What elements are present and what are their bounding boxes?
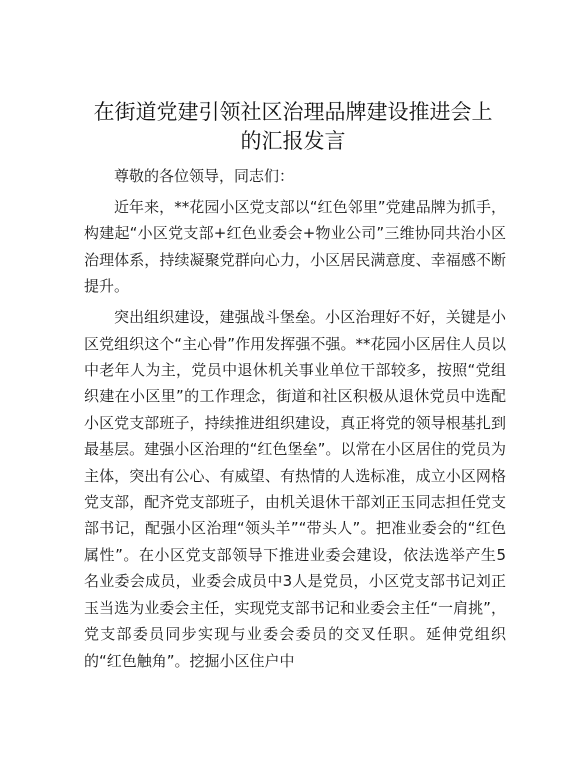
paragraph-1: 近年来，**花园小区党支部以“红色邻里”党建品牌为抓手，构建起“小区党支部+红色业委会+物业公司”三维协同共治小区治理体系，持续凝聚党群向心力，小区居民满意度、幸福感不断提升。 [84,198,506,296]
document-body [84,163,506,679]
document-title: 在街道党建引领社区治理品牌建设推进会上的汇报发言 [93,100,493,153]
paragraph-2: 突出组织建设，建强战斗堡垒。小区治理好不好，关键是小区党组织这个“主心骨”作用发挥强不强。**花园小区居住人员以中老年人为主，党员中退休机关事业单位干部较多，按照“党组织建在小区里”的工作理念，街道和社区积极从退休党员中选配小区党支部班子，持续推进组织建设，真正将党的领导根基扎到最基层。建强小区治理的“红色堡垒”。以常在小区居住的党员为主体，突出有公心、有威望、有热情的人选标准，成立小区网格党支部，配齐党支部班子，由机关退休干部刘正玉同志担任党支部书记，配强小区治理“领头羊”“带头人”。把准业委会的“红色属性”。在小区党支部领导下推进业委会建设，依法选举产生5名业委会成员，业委会成员中3人是党员，小区党支部书记刘正玉当选为业委会主任，实现党支部书记和业委会主任“一肩挑”，党支部委员同步实现与业委会委员的交叉任职。延伸党组织的“红色触角”。挖掘小区住户中 [84,308,506,670]
greeting-line: 尊敬的各位领导，同志们： [114,167,295,185]
